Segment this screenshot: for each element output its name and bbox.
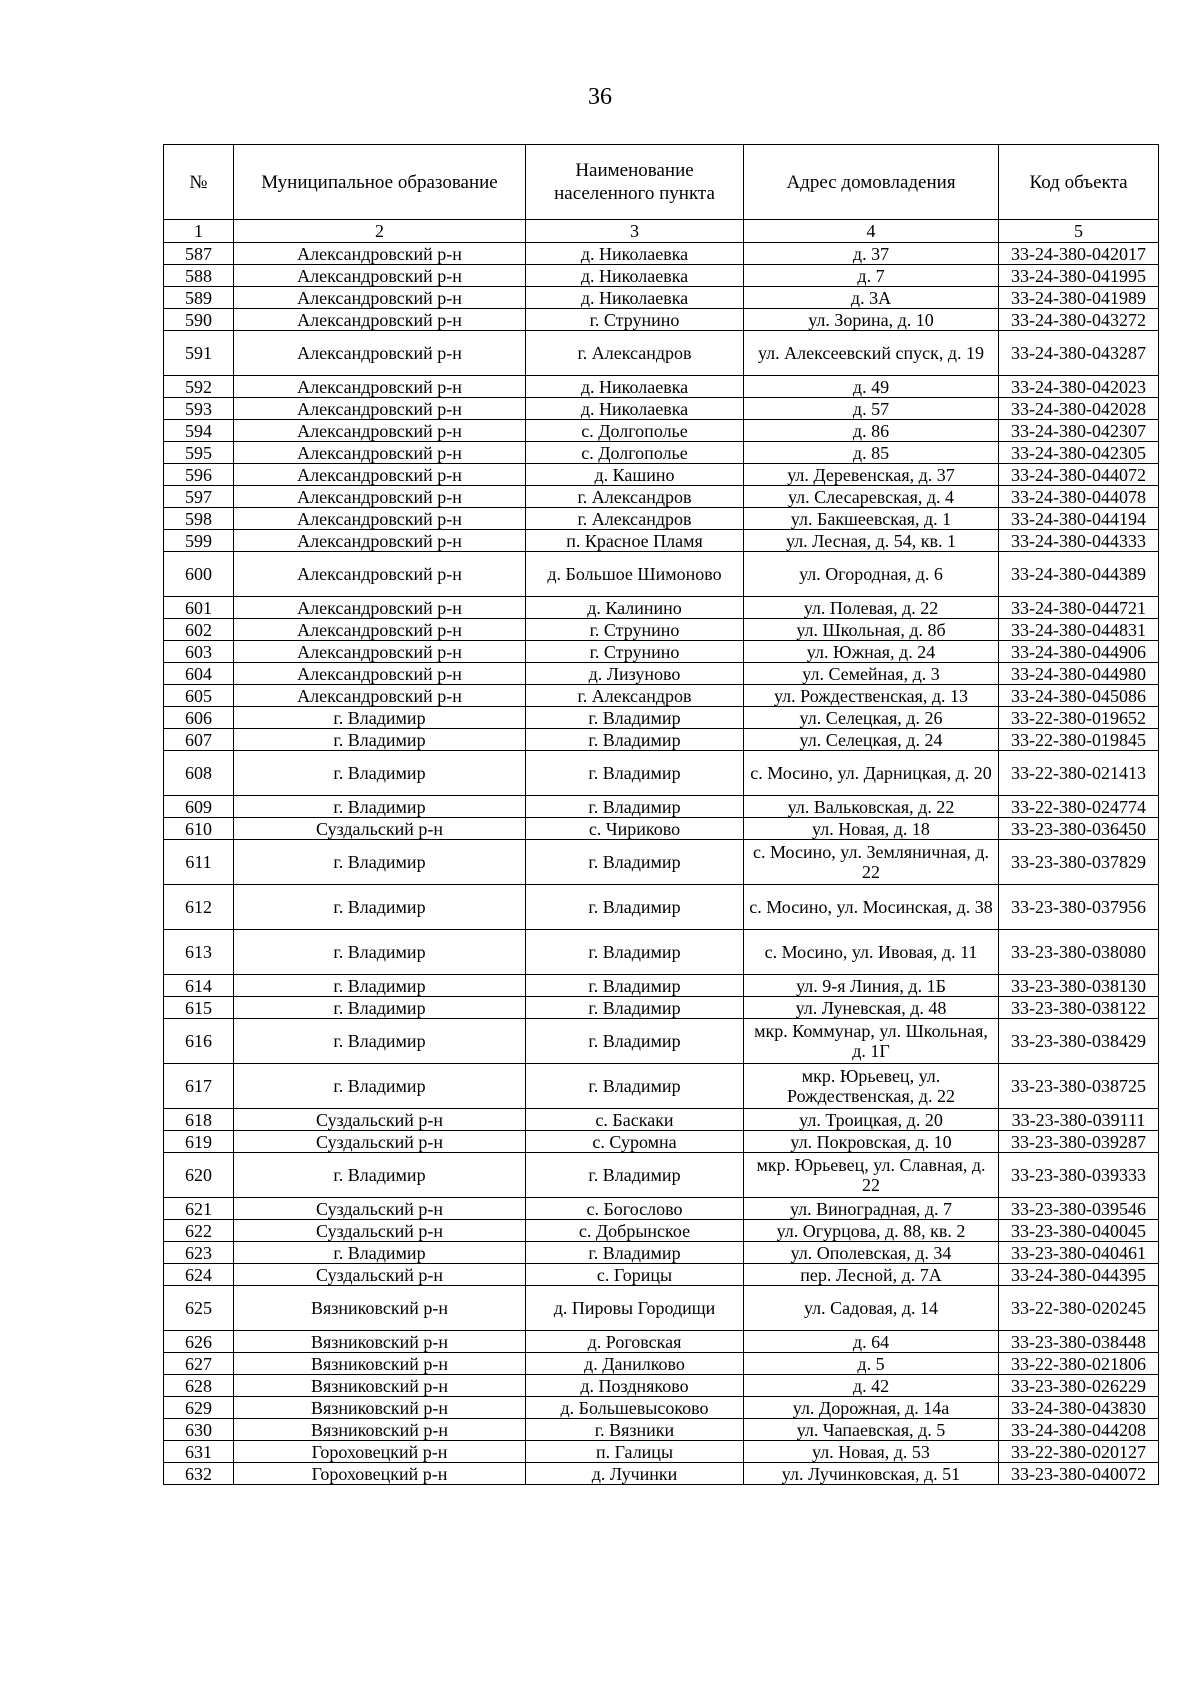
settlement-cell: д. Лизуново [526,663,744,685]
municipality-cell: Александровский р-н [234,641,526,663]
municipality-cell: Александровский р-н [234,331,526,376]
municipality-cell: г. Владимир [234,707,526,729]
object-code-cell: 33-23-380-039287 [999,1131,1159,1153]
municipality-cell: Суздальский р-н [234,818,526,840]
municipality-cell: Гороховецкий р-н [234,1463,526,1485]
row-number: 601 [164,597,234,619]
municipality-cell: Александровский р-н [234,420,526,442]
address-cell: пер. Лесной, д. 7А [744,1264,999,1286]
row-number: 587 [164,243,234,265]
object-code-cell: 33-24-380-044721 [999,597,1159,619]
address-cell: ул. Виноградная, д. 7 [744,1198,999,1220]
municipality-cell: г. Владимир [234,1019,526,1064]
settlement-cell: с. Чириково [526,818,744,840]
address-cell: ул. Селецкая, д. 24 [744,729,999,751]
settlement-cell: д. Калинино [526,597,744,619]
table-row [164,641,1159,663]
row-number: 629 [164,1397,234,1419]
settlement-cell: д. Николаевка [526,243,744,265]
table-row [164,486,1159,508]
object-code-cell: 33-23-380-038130 [999,975,1159,997]
settlement-cell: г. Владимир [526,1019,744,1064]
row-number: 613 [164,930,234,975]
column-number: 2 [234,220,526,243]
settlement-cell: г. Владимир [526,796,744,818]
object-code-cell: 33-22-380-021806 [999,1353,1159,1375]
table-row [164,840,1159,885]
table-row [164,1264,1159,1286]
settlement-cell: г. Владимир [526,840,744,885]
column-number: 5 [999,220,1159,243]
address-cell: д. 3А [744,287,999,309]
row-number: 609 [164,796,234,818]
address-cell: д. 85 [744,442,999,464]
settlement-cell: д. Большевысоково [526,1397,744,1419]
address-cell: ул. Дорожная, д. 14а [744,1397,999,1419]
municipality-cell: г. Владимир [234,997,526,1019]
object-code-cell: 33-22-380-024774 [999,796,1159,818]
settlement-cell: с. Баскаки [526,1109,744,1131]
settlement-cell: г. Владимир [526,997,744,1019]
table-row [164,508,1159,530]
address-cell: ул. Зорина, д. 10 [744,309,999,331]
object-code-cell: 33-24-380-044906 [999,641,1159,663]
table-body [164,243,1159,1485]
row-number: 617 [164,1064,234,1109]
settlement-cell: г. Владимир [526,975,744,997]
settlement-cell: д. Роговская [526,1331,744,1353]
object-code-cell: 33-24-380-044208 [999,1419,1159,1441]
row-number: 620 [164,1153,234,1198]
address-cell: ул. Школьная, д. 8б [744,619,999,641]
object-code-cell: 33-24-380-044980 [999,663,1159,685]
object-code-cell: 33-24-380-044072 [999,464,1159,486]
header-number: № [164,145,234,220]
address-cell: ул. Ополевская, д. 34 [744,1242,999,1264]
municipality-cell: Александровский р-н [234,685,526,707]
object-code-cell: 33-23-380-039546 [999,1198,1159,1220]
row-number: 627 [164,1353,234,1375]
object-code-cell: 33-23-380-038080 [999,930,1159,975]
object-code-cell: 33-23-380-040072 [999,1463,1159,1485]
municipality-cell: г. Владимир [234,751,526,796]
object-code-cell: 33-22-380-019652 [999,707,1159,729]
municipality-cell: г. Владимир [234,1153,526,1198]
address-cell: д. 5 [744,1353,999,1375]
municipality-cell: Александровский р-н [234,508,526,530]
column-number: 3 [526,220,744,243]
municipality-cell: Александровский р-н [234,663,526,685]
table-row [164,1242,1159,1264]
address-cell: д. 86 [744,420,999,442]
municipality-cell: Суздальский р-н [234,1198,526,1220]
row-number: 596 [164,464,234,486]
object-code-cell: 33-24-380-044194 [999,508,1159,530]
address-cell: с. Мосино, ул. Дарницкая, д. 20 [744,751,999,796]
row-number: 630 [164,1419,234,1441]
table-row [164,1220,1159,1242]
row-number: 591 [164,331,234,376]
table-row [164,619,1159,641]
row-number: 588 [164,265,234,287]
object-code-cell: 33-22-380-019845 [999,729,1159,751]
municipality-cell: Вязниковский р-н [234,1397,526,1419]
object-code-cell: 33-22-380-021413 [999,751,1159,796]
municipality-cell: Александровский р-н [234,398,526,420]
table-row [164,1397,1159,1419]
address-cell: мкр. Юрьевец, ул. Славная, д. 22 [744,1153,999,1198]
table-row [164,597,1159,619]
table-row [164,685,1159,707]
address-cell: ул. Слесаревская, д. 4 [744,486,999,508]
table-row [164,464,1159,486]
municipality-cell: Суздальский р-н [234,1109,526,1131]
row-number: 615 [164,997,234,1019]
settlement-cell: с. Богослово [526,1198,744,1220]
table-row [164,287,1159,309]
object-code-cell: 33-23-380-026229 [999,1375,1159,1397]
municipality-cell: Вязниковский р-н [234,1375,526,1397]
municipality-cell: г. Владимир [234,729,526,751]
row-number: 608 [164,751,234,796]
address-cell: ул. Южная, д. 24 [744,641,999,663]
header-object-code: Код объекта [999,145,1159,220]
municipality-cell: г. Владимир [234,796,526,818]
settlement-cell: д. Николаевка [526,287,744,309]
address-cell: д. 37 [744,243,999,265]
object-code-cell: 33-23-380-040045 [999,1220,1159,1242]
table-row [164,1419,1159,1441]
municipality-cell: Александровский р-н [234,597,526,619]
address-cell: ул. Семейная, д. 3 [744,663,999,685]
settlement-cell: г. Александров [526,685,744,707]
address-cell: ул. Вальковская, д. 22 [744,796,999,818]
address-cell: ул. Деревенская, д. 37 [744,464,999,486]
object-code-cell: 33-23-380-038122 [999,997,1159,1019]
row-number: 624 [164,1264,234,1286]
column-number-row [164,220,1159,243]
row-number: 625 [164,1286,234,1331]
object-code-cell: 33-23-380-038725 [999,1064,1159,1109]
table-row [164,1286,1159,1331]
address-cell: д. 57 [744,398,999,420]
row-number: 595 [164,442,234,464]
municipality-cell: г. Владимир [234,840,526,885]
table-row [164,1109,1159,1131]
address-cell: ул. Огурцова, д. 88, кв. 2 [744,1220,999,1242]
address-cell: ул. Алексеевский спуск, д. 19 [744,331,999,376]
table-row [164,309,1159,331]
settlement-cell: г. Владимир [526,707,744,729]
table-row [164,751,1159,796]
object-code-cell: 33-24-380-044395 [999,1264,1159,1286]
object-code-cell: 33-24-380-041995 [999,265,1159,287]
settlement-cell: с. Долгополье [526,442,744,464]
object-code-cell: 33-23-380-037829 [999,840,1159,885]
address-cell: ул. Бакшеевская, д. 1 [744,508,999,530]
row-number: 631 [164,1441,234,1463]
object-code-cell: 33-22-380-020127 [999,1441,1159,1463]
table-row [164,930,1159,975]
object-code-cell: 33-23-380-036450 [999,818,1159,840]
table-row [164,707,1159,729]
settlement-cell: с. Добрынское [526,1220,744,1242]
address-cell: с. Мосино, ул. Мосинская, д. 38 [744,885,999,930]
settlement-cell: п. Галицы [526,1441,744,1463]
municipality-cell: Гороховецкий р-н [234,1441,526,1463]
row-number: 626 [164,1331,234,1353]
object-code-cell: 33-24-380-044078 [999,486,1159,508]
row-number: 619 [164,1131,234,1153]
settlement-cell: д. Лучинки [526,1463,744,1485]
table-row [164,376,1159,398]
address-cell: д. 42 [744,1375,999,1397]
row-number: 611 [164,840,234,885]
table-row [164,530,1159,552]
settlement-cell: п. Красное Пламя [526,530,744,552]
municipality-cell: Александровский р-н [234,309,526,331]
municipality-cell: Александровский р-н [234,619,526,641]
settlement-cell: г. Владимир [526,930,744,975]
row-number: 589 [164,287,234,309]
table-row [164,398,1159,420]
row-number: 622 [164,1220,234,1242]
municipality-cell: Вязниковский р-н [234,1286,526,1331]
table-row [164,729,1159,751]
row-number: 610 [164,818,234,840]
address-cell: д. 49 [744,376,999,398]
municipality-cell: Александровский р-н [234,243,526,265]
object-code-cell: 33-24-380-044389 [999,552,1159,597]
settlement-cell: д. Поздняково [526,1375,744,1397]
row-number: 592 [164,376,234,398]
settlement-cell: с. Суромна [526,1131,744,1153]
table-row [164,420,1159,442]
row-number: 616 [164,1019,234,1064]
row-number: 606 [164,707,234,729]
municipality-cell: Александровский р-н [234,552,526,597]
address-cell: ул. Луневская, д. 48 [744,997,999,1019]
header-settlement: Наименование населенного пункта [526,145,744,220]
settlement-cell: д. Николаевка [526,376,744,398]
settlement-cell: г. Владимир [526,751,744,796]
object-code-cell: 33-23-380-038448 [999,1331,1159,1353]
settlement-cell: д. Данилково [526,1353,744,1375]
settlement-cell: с. Горицы [526,1264,744,1286]
table-row [164,1153,1159,1198]
settlement-cell: г. Струнино [526,619,744,641]
row-number: 614 [164,975,234,997]
row-number: 593 [164,398,234,420]
municipality-cell: г. Владимир [234,1064,526,1109]
municipality-cell: Александровский р-н [234,265,526,287]
address-cell: с. Мосино, ул. Ивовая, д. 11 [744,930,999,975]
column-number: 1 [164,220,234,243]
municipality-cell: г. Владимир [234,885,526,930]
column-number: 4 [744,220,999,243]
settlement-cell: г. Вязники [526,1419,744,1441]
settlement-cell: г. Струнино [526,309,744,331]
settlement-cell: с. Долгополье [526,420,744,442]
object-code-cell: 33-23-380-039333 [999,1153,1159,1198]
row-number: 632 [164,1463,234,1485]
address-cell: ул. Огородная, д. 6 [744,552,999,597]
row-number: 604 [164,663,234,685]
table-row [164,442,1159,464]
table-row [164,1331,1159,1353]
object-code-cell: 33-24-380-041989 [999,287,1159,309]
address-cell: ул. Садовая, д. 14 [744,1286,999,1331]
header-address: Адрес домовладения [744,145,999,220]
settlement-cell: г. Владимир [526,1242,744,1264]
row-number: 605 [164,685,234,707]
address-cell: ул. Лучинковская, д. 51 [744,1463,999,1485]
table-row [164,1198,1159,1220]
object-code-cell: 33-24-380-042023 [999,376,1159,398]
table-row [164,997,1159,1019]
settlement-cell: д. Николаевка [526,265,744,287]
object-code-cell: 33-23-380-039111 [999,1109,1159,1131]
page-number: 36 [588,84,612,110]
object-code-cell: 33-23-380-040461 [999,1242,1159,1264]
municipality-cell: Суздальский р-н [234,1220,526,1242]
table-row [164,243,1159,265]
row-number: 590 [164,309,234,331]
object-code-cell: 33-23-380-038429 [999,1019,1159,1064]
object-code-cell: 33-24-380-042017 [999,243,1159,265]
row-number: 598 [164,508,234,530]
address-cell: с. Мосино, ул. Земляничная, д. 22 [744,840,999,885]
table-row [164,331,1159,376]
table-row [164,796,1159,818]
settlement-cell: г. Владимир [526,1064,744,1109]
object-code-cell: 33-22-380-020245 [999,1286,1159,1331]
settlement-cell: г. Александров [526,331,744,376]
settlement-cell: д. Большое Шимоново [526,552,744,597]
settlement-cell: г. Струнино [526,641,744,663]
municipality-cell: Александровский р-н [234,287,526,309]
table-row [164,1131,1159,1153]
row-number: 602 [164,619,234,641]
municipality-cell: Александровский р-н [234,486,526,508]
object-code-cell: 33-24-380-042305 [999,442,1159,464]
object-code-cell: 33-23-380-037956 [999,885,1159,930]
address-cell: д. 7 [744,265,999,287]
municipality-cell: Вязниковский р-н [234,1353,526,1375]
object-code-cell: 33-24-380-043272 [999,309,1159,331]
row-number: 618 [164,1109,234,1131]
address-cell: ул. Троицкая, д. 20 [744,1109,999,1131]
row-number: 603 [164,641,234,663]
municipality-cell: Александровский р-н [234,376,526,398]
address-cell: ул. Лесная, д. 54, кв. 1 [744,530,999,552]
municipality-cell: Суздальский р-н [234,1131,526,1153]
objects-table [163,144,1159,1485]
address-cell: ул. Рождественская, д. 13 [744,685,999,707]
municipality-cell: г. Владимир [234,1242,526,1264]
address-cell: мкр. Коммунар, ул. Школьная, д. 1Г [744,1019,999,1064]
address-cell: д. 64 [744,1331,999,1353]
table-row [164,1064,1159,1109]
address-cell: ул. Чапаевская, д. 5 [744,1419,999,1441]
table-row [164,1019,1159,1064]
object-code-cell: 33-24-380-044333 [999,530,1159,552]
object-code-cell: 33-24-380-045086 [999,685,1159,707]
header-municipality: Муниципальное образование [234,145,526,220]
row-number: 612 [164,885,234,930]
table-header-row [164,145,1159,220]
address-cell: ул. Полевая, д. 22 [744,597,999,619]
municipality-cell: Вязниковский р-н [234,1419,526,1441]
address-cell: ул. Селецкая, д. 26 [744,707,999,729]
table-row [164,1375,1159,1397]
table-row [164,1463,1159,1485]
address-cell: ул. Покровская, д. 10 [744,1131,999,1153]
settlement-cell: г. Владимир [526,729,744,751]
table-row [164,663,1159,685]
settlement-cell: д. Пировы Городищи [526,1286,744,1331]
settlement-cell: г. Александров [526,486,744,508]
settlement-cell: г. Владимир [526,885,744,930]
address-cell: ул. 9-я Линия, д. 1Б [744,975,999,997]
table-row [164,265,1159,287]
row-number: 628 [164,1375,234,1397]
municipality-cell: Александровский р-н [234,464,526,486]
address-cell: мкр. Юрьевец, ул. Рождественская, д. 22 [744,1064,999,1109]
table-row [164,1353,1159,1375]
municipality-cell: Александровский р-н [234,530,526,552]
address-cell: ул. Новая, д. 53 [744,1441,999,1463]
row-number: 597 [164,486,234,508]
object-code-cell: 33-24-380-042307 [999,420,1159,442]
row-number: 623 [164,1242,234,1264]
row-number: 599 [164,530,234,552]
object-code-cell: 33-24-380-043830 [999,1397,1159,1419]
table-row [164,1441,1159,1463]
object-code-cell: 33-24-380-043287 [999,331,1159,376]
settlement-cell: д. Кашино [526,464,744,486]
table-row [164,975,1159,997]
row-number: 600 [164,552,234,597]
settlement-cell: г. Александров [526,508,744,530]
municipality-cell: Александровский р-н [234,442,526,464]
address-cell: ул. Новая, д. 18 [744,818,999,840]
object-code-cell: 33-24-380-042028 [999,398,1159,420]
table-row [164,552,1159,597]
settlement-cell: д. Николаевка [526,398,744,420]
row-number: 594 [164,420,234,442]
table-row [164,818,1159,840]
object-code-cell: 33-24-380-044831 [999,619,1159,641]
row-number: 621 [164,1198,234,1220]
table-row [164,885,1159,930]
settlement-cell: г. Владимир [526,1153,744,1198]
municipality-cell: Вязниковский р-н [234,1331,526,1353]
municipality-cell: Суздальский р-н [234,1264,526,1286]
municipality-cell: г. Владимир [234,930,526,975]
municipality-cell: г. Владимир [234,975,526,997]
row-number: 607 [164,729,234,751]
